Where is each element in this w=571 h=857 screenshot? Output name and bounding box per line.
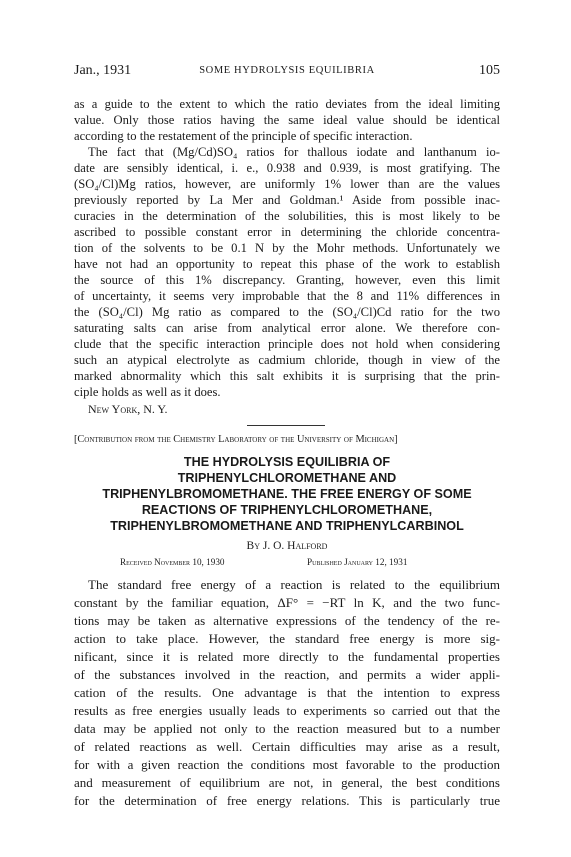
body-line: marked abnormality which this salt exhibits it is surprising that the prin- [74,369,500,383]
body-line: cation of the results. One advantage is that the intention to express [74,685,500,700]
body-line: action to take place. However, the standard free energy is more sig- [74,631,500,646]
body-line: and measurement of equilibrium are not, in general, the best conditions [74,775,500,790]
place-line: New York, N. Y. [88,402,168,416]
body-line: saturating salts can arise from analytical error alone. We therefore con- [74,321,500,335]
body-line: ciple holds as well as it does. [74,385,221,399]
body-line: curacies in the determination of the solubilities, this is most likely to be [74,209,500,223]
received-date: Received November 10, 1930 [120,557,225,567]
body-line: the (SO₄/Cl) Mg ratio as compared to the (SO₄/Cl)Cd ratio for the two [74,305,500,319]
body-line: previously reported by La Mer and Goldman.¹ Aside from possible inac- [74,193,500,207]
body-line: nificant, since it is related more directly to the fundamental properties [74,649,500,664]
body-line: data may be applied not only to the reaction measured but to a number [74,721,500,736]
body-line: the source of this 1% discrepancy. Granting, however, even this limit [74,273,500,287]
article-title-line: THE HYDROLYSIS EQUILIBRIA OF [183,455,391,469]
article-title-line: REACTIONS OF TRIPHENYLCHLOROMETHANE, [141,503,433,517]
header-date: Jan., 1931 [74,63,132,78]
body-line: of the substances involved in the reaction, and permits a wider appli- [74,667,500,682]
body-line: The fact that (Mg/Cd)SO₄ ratios for thallous iodate and lanthanum io- [88,145,500,159]
header-running-title: SOME HYDROLYSIS EQUILIBRIA [199,65,375,76]
body-line: constant by the familiar equation, ΔF° = −RT ln K, and the two func- [74,595,500,610]
section-divider [247,425,325,426]
body-line: ascribed to possible constant error in determining the chloride concentra- [74,225,500,239]
body-line: according to the restatement of the principle of specific interaction. [74,129,413,143]
body-line: for the determination of free energy relations. This is particularly true [74,793,500,808]
body-line: clude that the specific interaction principle does not hold when considering [74,337,500,351]
body-line: date are sensibly identical, i. e., 0.938 and 0.939, is most gratifying. The [74,161,500,175]
body-line: tions may be taken as alternative expressions of the tendency of the re- [74,613,500,628]
header-page-number: 105 [479,63,500,78]
body-line: The standard free energy of a reaction is related to the equilibrium [88,577,500,592]
body-line: of related reactions as well. Certain difficulties may arise as a result, [74,739,500,754]
body-line: value. Only those ratios having the same ideal value should be identical [74,113,500,127]
body-line: of uncertainty, it seems very improbable that the 8 and 11% differences in [74,289,500,303]
body-line: as a guide to the extent to which the ratio deviates from the ideal limiting [74,97,500,111]
contribution-line: [Contribution from the Chemistry Laboratory of the University of Michigan] [74,434,398,445]
article-dates [74,557,500,571]
article-title-line: TRIPHENYLBROMOMETHANE AND TRIPHENYLCARBINOL [110,519,464,533]
body-line: results as free energies usually leads to experiments so carried out that the [74,703,500,718]
body-line: have not had an opportunity to repeat this phase of the work to establish [74,257,500,271]
published-date: Published January 12, 1931 [307,557,408,567]
article-title-line: TRIPHENYLBROMOMETHANE. THE FREE ENERGY OF SOME [102,487,472,501]
body-line: such an atypical electrolyte as cadmium chloride, though in view of the [74,353,500,367]
running-header [74,63,500,83]
body-line: (SO₄/Cl)Mg ratios, however, are uniformly 1% lower than are the values [74,177,500,191]
author-byline: By J. O. Halford [246,540,328,552]
article-title-line: TRIPHENYLCHLOROMETHANE AND [177,471,397,485]
body-line: for with a given reaction the conditions most favorable to the production [74,757,500,772]
body-line: tion of the solvents to be 0.1 N by the Mohr methods. Unfortunately we [74,241,500,255]
